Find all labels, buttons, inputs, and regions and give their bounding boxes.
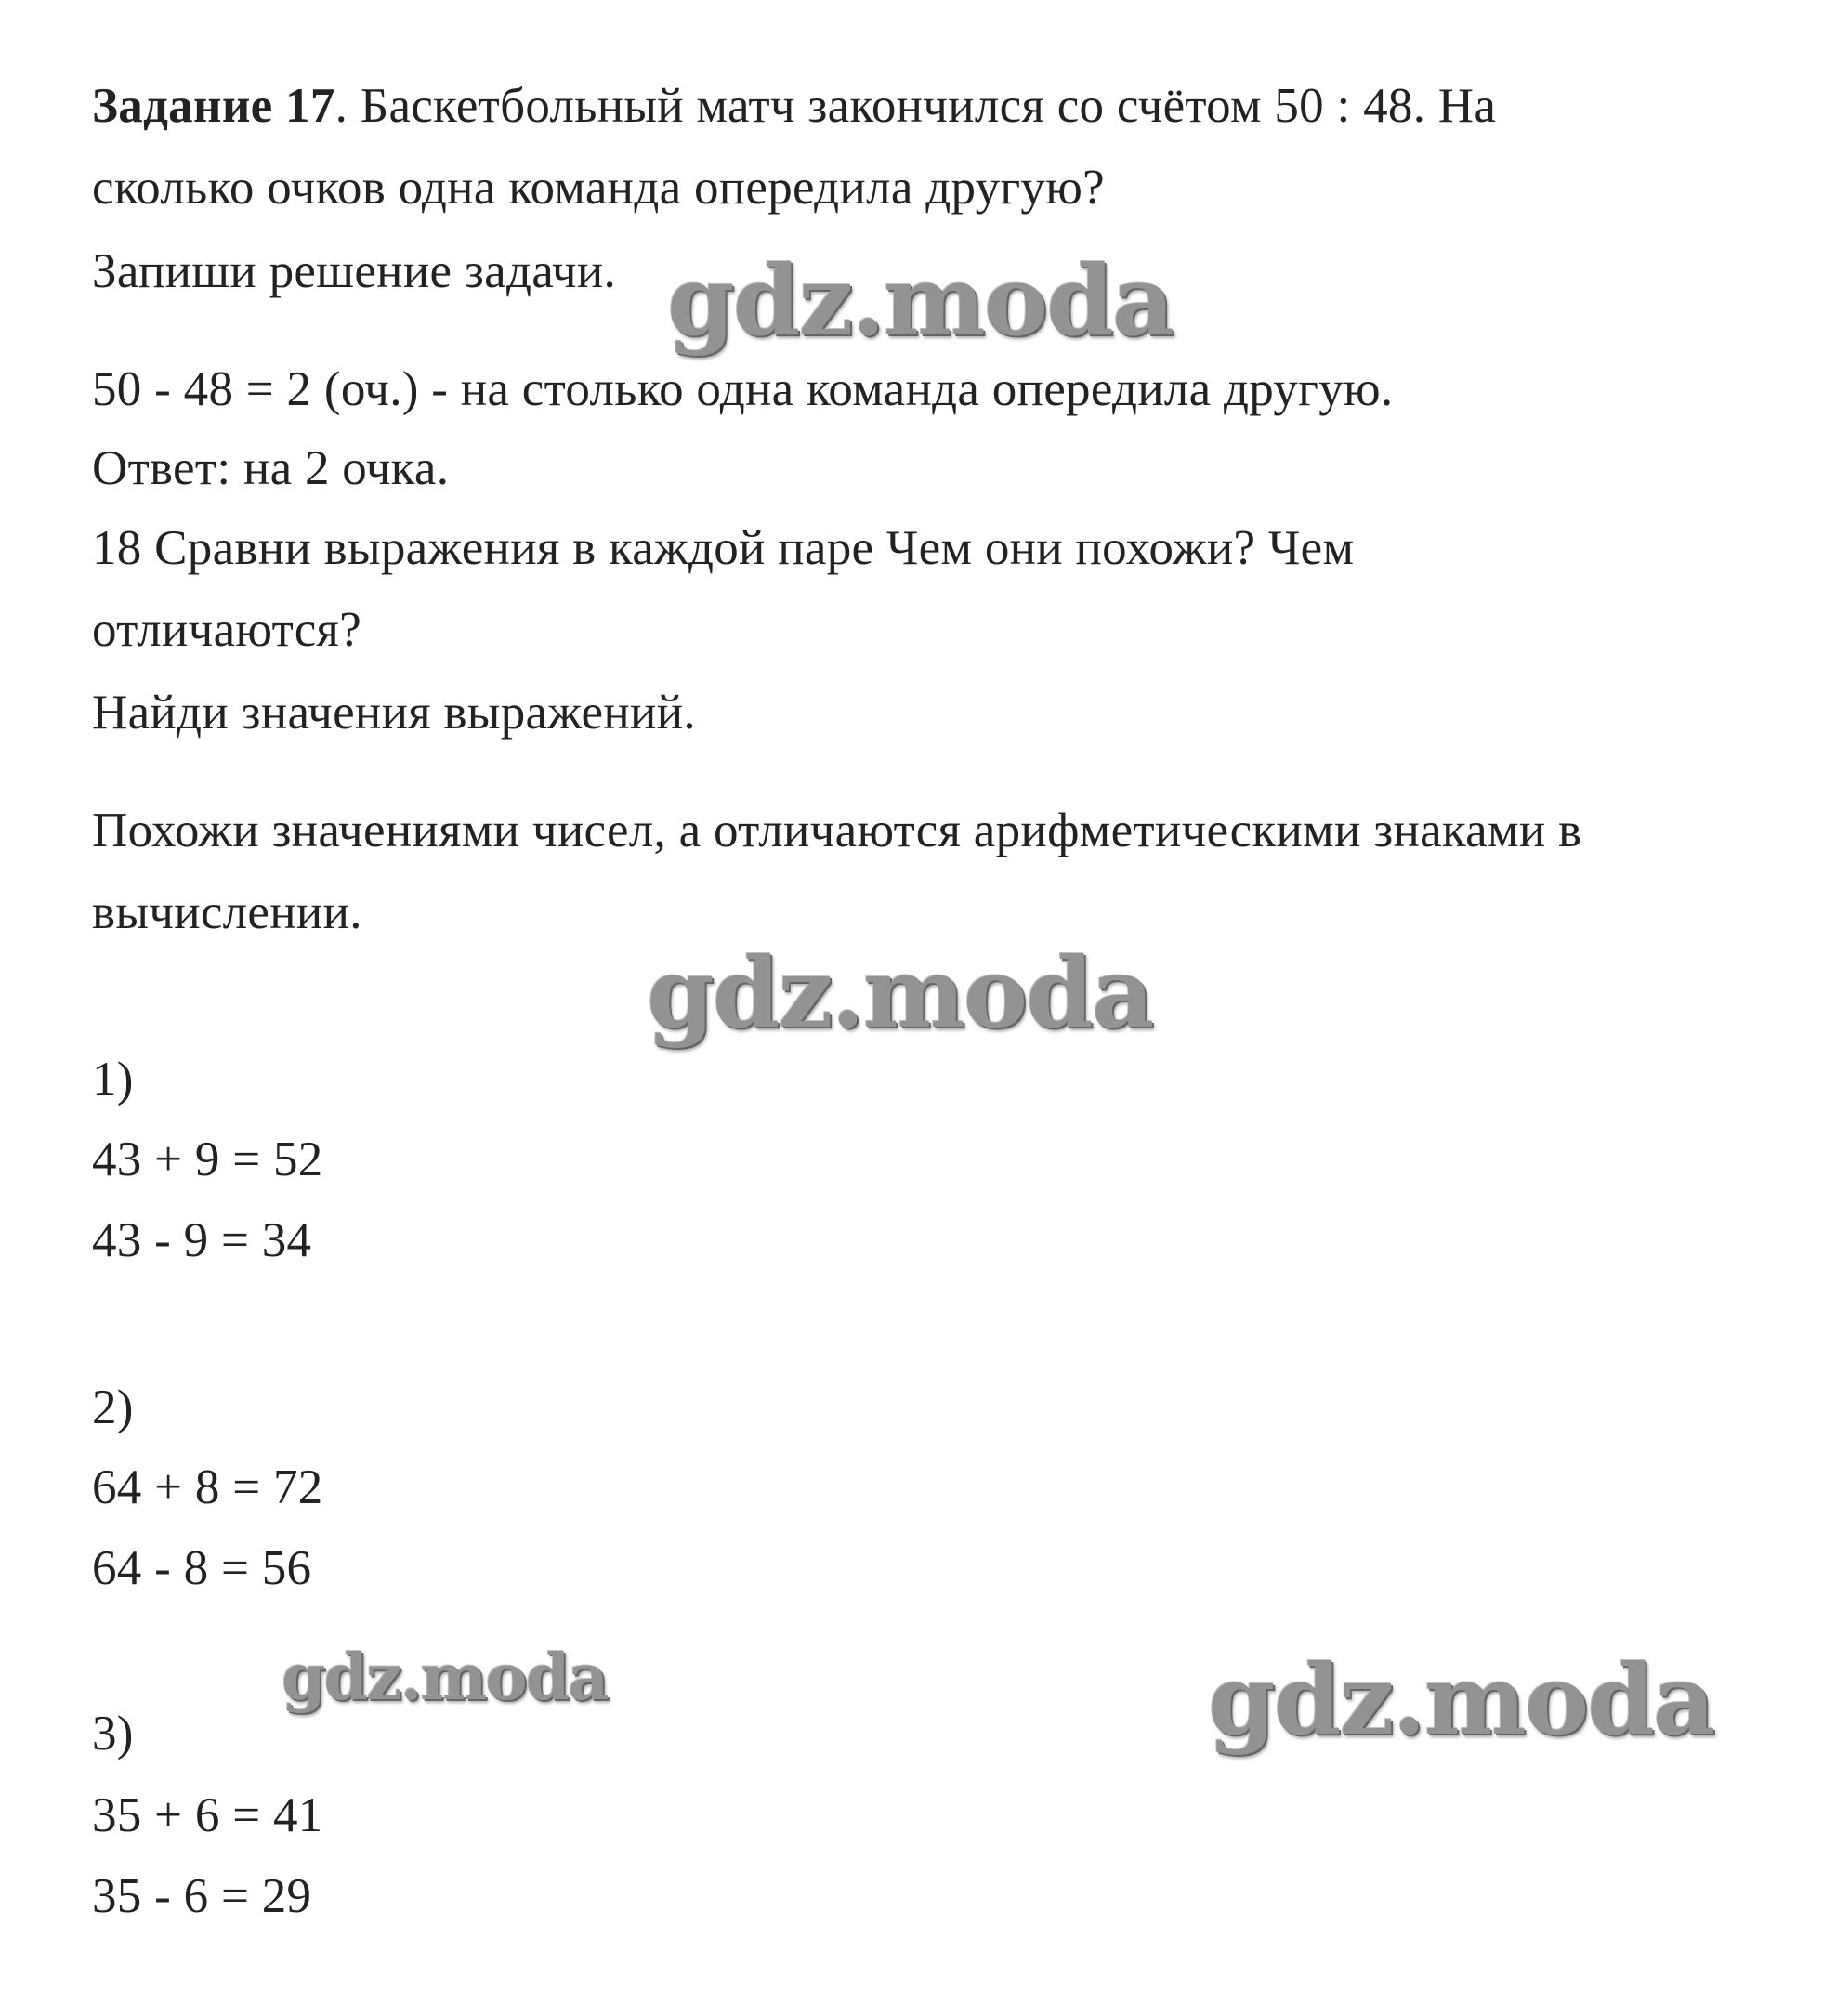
task18-instruction: Найди значения выражений. <box>92 686 696 740</box>
task18-line-2: отличаются? <box>92 603 362 657</box>
task18-explanation-2: вычислении. <box>92 885 362 939</box>
task17-line-2: сколько очков одна команда опередила другую? <box>92 161 1105 215</box>
group-2-label: 2) <box>92 1381 134 1434</box>
watermark-logo: gdz.moda <box>282 1641 608 1715</box>
task18-explanation-1: Похожи значениями чисел, а отличаются арифметическими знаками в <box>92 804 1582 857</box>
task17-answer: Ответ: на 2 очка. <box>92 441 450 495</box>
task17-solution: 50 - 48 = 2 (оч.) - на столько одна команда опередила другую. <box>92 362 1394 416</box>
group-2-expression-2: 64 - 8 = 56 <box>92 1541 312 1595</box>
group-3-label: 3) <box>92 1707 134 1761</box>
group-3-expression-1: 35 + 6 = 41 <box>92 1788 323 1842</box>
task17-text-1: . Баскетбольный матч закончился со счётом 50 : 48. На <box>334 79 1497 133</box>
watermark-logo: gdz.moda <box>1208 1643 1714 1757</box>
task17-instruction: Запиши решение задачи. <box>92 244 617 298</box>
group-3-expression-2: 35 - 6 = 29 <box>92 1869 312 1923</box>
watermark-logo: gdz.moda <box>667 243 1174 358</box>
group-1-label: 1) <box>92 1053 134 1106</box>
task17-label: Задание 17 <box>92 79 335 133</box>
watermark-logo: gdz.moda <box>647 936 1153 1050</box>
task18-line-1: 18 Сравни выражения в каждой паре Чем они похожи? Чем <box>92 521 1355 575</box>
group-1-expression-2: 43 - 9 = 34 <box>92 1213 312 1267</box>
group-2-expression-1: 64 + 8 = 72 <box>92 1460 323 1514</box>
task17-line-1 <box>92 78 1496 134</box>
group-1-expression-1: 43 + 9 = 52 <box>92 1132 323 1186</box>
